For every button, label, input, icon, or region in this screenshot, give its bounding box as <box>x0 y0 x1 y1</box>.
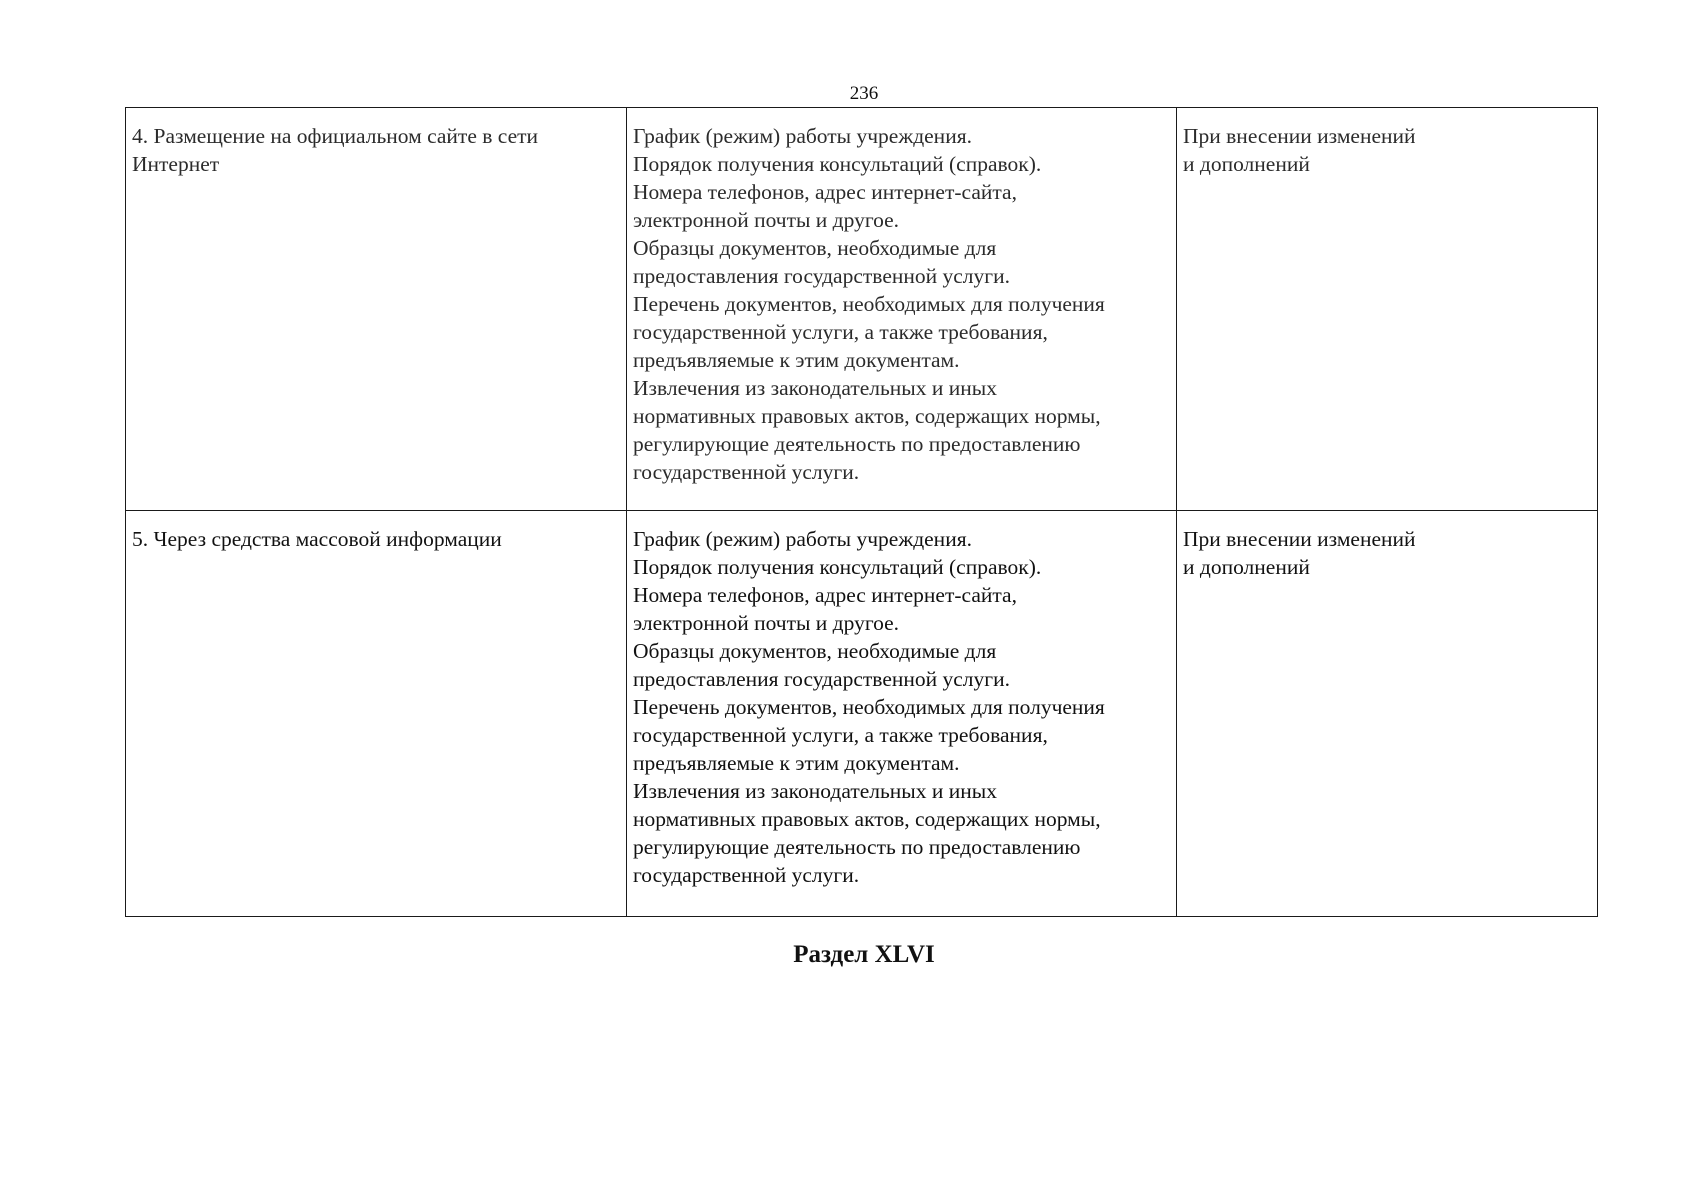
content-line: нормативных правовых актов, содержащих нормы, <box>633 807 1101 831</box>
content-line: Образцы документов, необходимые для <box>633 236 997 260</box>
section-heading: Раздел XLVI <box>793 941 935 968</box>
content-line: Перечень документов, необходимых для получения <box>633 292 1105 316</box>
content-line: Перечень документов, необходимых для получения <box>633 695 1105 719</box>
method-line: Интернет <box>132 152 220 176</box>
frequency-line: и дополнений <box>1183 555 1310 579</box>
frequency-line: При внесении изменений <box>1183 124 1416 148</box>
method-cell <box>126 108 627 511</box>
table-row <box>126 108 1598 511</box>
content-line: График (режим) работы учреждения. <box>633 124 972 148</box>
method-line: 4. Размещение на официальном сайте в сети <box>132 124 539 148</box>
content-line: государственной услуги. <box>633 460 860 484</box>
content-line: предоставления государственной услуги. <box>633 264 1010 288</box>
frequency-cell <box>1177 511 1598 917</box>
content-line: Номера телефонов, адрес интернет-сайта, <box>633 180 1017 204</box>
content-line: Образцы документов, необходимые для <box>633 639 997 663</box>
content-line: Порядок получения консультаций (справок). <box>633 152 1042 176</box>
frequency-line: При внесении изменений <box>1183 527 1416 551</box>
frequency-cell <box>1177 108 1598 511</box>
method-line: 5. Через средства массовой информации <box>132 527 502 551</box>
content-cell <box>627 108 1177 511</box>
content-line: нормативных правовых актов, содержащих нормы, <box>633 404 1101 428</box>
content-line: Извлечения из законодательных и иных <box>633 779 997 803</box>
content-line: предоставления государственной услуги. <box>633 667 1010 691</box>
content-line: государственной услуги. <box>633 863 860 887</box>
method-cell <box>126 511 627 917</box>
page-number: 236 <box>849 83 879 104</box>
content-line: Порядок получения консультаций (справок). <box>633 555 1042 579</box>
content-line: Номера телефонов, адрес интернет-сайта, <box>633 583 1017 607</box>
content-cell <box>627 511 1177 917</box>
frequency-line: и дополнений <box>1183 152 1310 176</box>
content-line: предъявляемые к этим документам. <box>633 751 960 775</box>
content-line: электронной почты и другое. <box>633 611 900 635</box>
content-line: регулирующие деятельность по предоставлению <box>633 835 1081 859</box>
content-line: График (режим) работы учреждения. <box>633 527 972 551</box>
content-line: электронной почты и другое. <box>633 208 900 232</box>
content-line: государственной услуги, а также требования, <box>633 723 1048 747</box>
content-line: регулирующие деятельность по предоставлению <box>633 432 1081 456</box>
content-line: Извлечения из законодательных и иных <box>633 376 997 400</box>
content-line: предъявляемые к этим документам. <box>633 348 960 372</box>
info-table <box>125 107 1598 917</box>
content-line: государственной услуги, а также требования, <box>633 320 1048 344</box>
table-row <box>126 511 1598 917</box>
